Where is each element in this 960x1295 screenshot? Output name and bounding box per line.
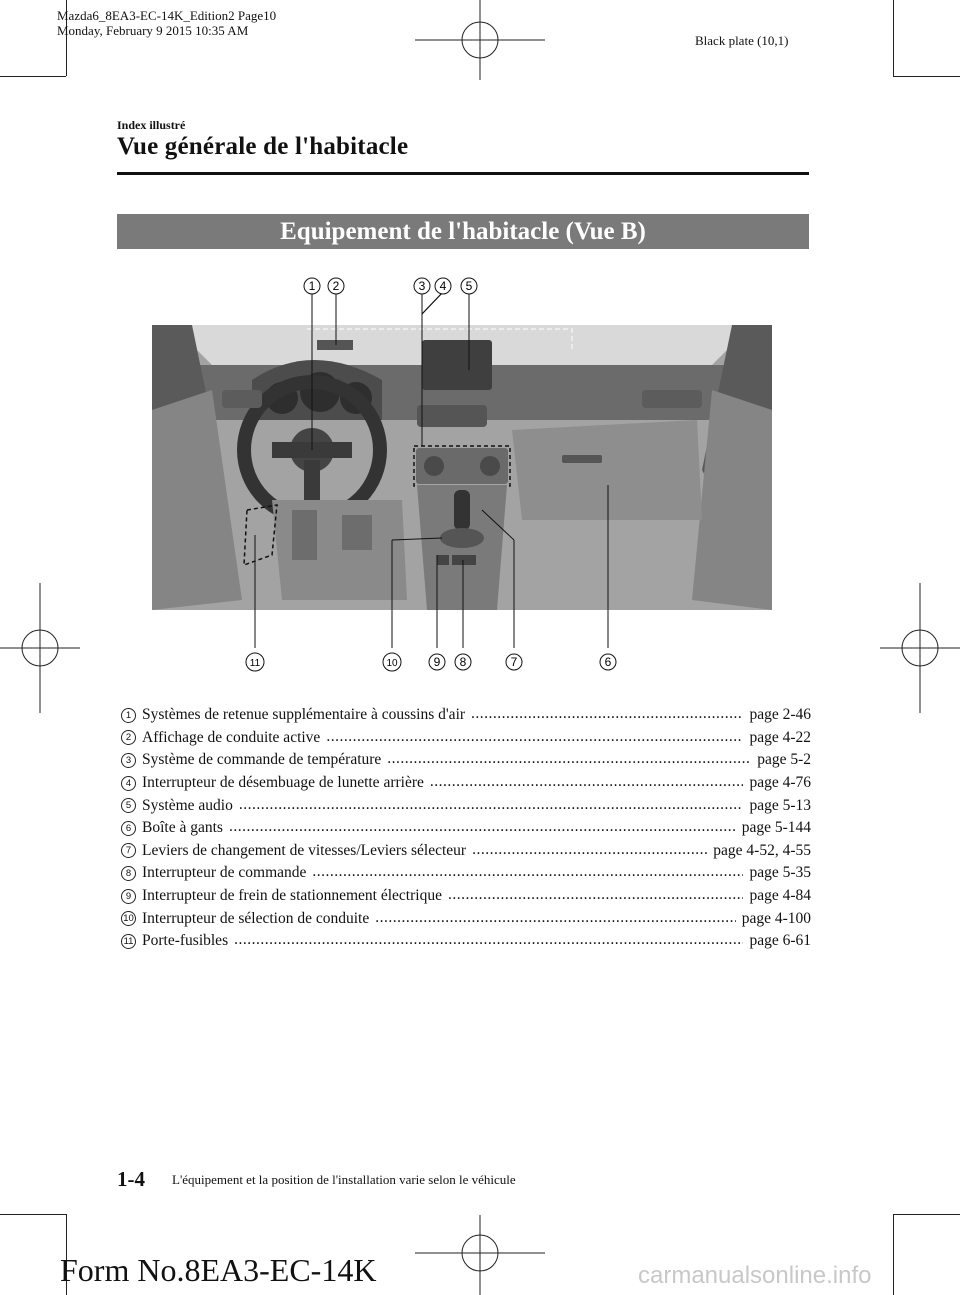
footer-note: L'équipement et la position de l'installation varie selon le véhicule	[172, 1172, 516, 1187]
crop-mark	[893, 76, 960, 77]
registration-mark-left	[0, 583, 80, 713]
svg-text:5: 5	[465, 279, 473, 293]
svg-text:10: 10	[386, 658, 398, 669]
legend-item	[121, 840, 811, 863]
item-label: Système audio	[142, 796, 233, 814]
item-page-ref[interactable]: page 5-35	[749, 864, 811, 882]
legend-item	[121, 704, 811, 727]
item-label: Porte-fusibles	[142, 932, 229, 950]
item-page-ref[interactable]: page 6-61	[749, 932, 811, 950]
svg-text:2: 2	[332, 279, 340, 293]
svg-text:11: 11	[249, 658, 261, 669]
svg-text:8: 8	[459, 655, 467, 669]
item-number: 9	[121, 889, 136, 904]
crop-mark	[893, 0, 894, 76]
callout-9	[429, 654, 445, 670]
crop-mark	[0, 1214, 66, 1215]
form-number: Form No.8EA3-EC-14K	[60, 1252, 377, 1288]
callout-5	[461, 278, 477, 294]
item-label: Interrupteur de désembuage de lunette arrière	[142, 774, 424, 792]
callout-6	[600, 654, 616, 670]
callout-8	[455, 654, 471, 670]
crop-mark	[0, 76, 66, 77]
title-rule	[117, 172, 809, 175]
item-label: Boîte à gants	[142, 819, 223, 837]
section-label: Index illustré	[117, 118, 186, 132]
legend-item	[121, 749, 811, 772]
legend-item	[121, 907, 811, 930]
legend-item	[121, 862, 811, 885]
legend-item	[121, 794, 811, 817]
svg-text:7: 7	[510, 655, 518, 669]
callout-4	[435, 278, 451, 294]
item-label: Interrupteur de frein de stationnement électrique	[142, 887, 442, 905]
registration-mark-bottom	[415, 1215, 545, 1295]
registration-mark-right	[880, 583, 960, 713]
item-label: Systèmes de retenue supplémentaire à coussins d'air	[142, 706, 466, 724]
legend-list	[121, 704, 811, 953]
print-info	[57, 8, 276, 38]
item-label: Système de commande de température	[142, 751, 382, 769]
callout-2	[328, 278, 344, 294]
item-number: 4	[121, 776, 136, 791]
callout-3	[414, 278, 430, 294]
crop-mark	[893, 1214, 894, 1295]
callout-11	[246, 653, 264, 671]
leader-dots	[448, 886, 743, 906]
leader-dots	[312, 863, 743, 883]
svg-text:1: 1	[308, 279, 316, 293]
item-number: 8	[121, 866, 136, 881]
leader-dots	[326, 728, 743, 748]
leader-dots	[234, 931, 743, 951]
page-title: Vue générale de l'habitacle	[117, 133, 409, 160]
item-page-ref[interactable]: page 4-76	[749, 774, 811, 792]
item-page-ref[interactable]: page 4-100	[741, 909, 811, 927]
svg-text:9: 9	[433, 655, 441, 669]
watermark: carmanualsonline.info	[638, 1262, 872, 1289]
item-number: 10	[121, 911, 136, 926]
leader-dots	[387, 750, 751, 770]
item-number: 2	[121, 730, 136, 745]
item-label: Leviers de changement de vitesses/Leviers sélecteur	[142, 841, 467, 859]
leader-dots	[430, 773, 744, 793]
legend-item	[121, 885, 811, 908]
leader-dots	[471, 705, 743, 725]
item-label: Affichage de conduite active	[142, 728, 321, 746]
crop-mark	[893, 1214, 960, 1215]
callout-7	[506, 654, 522, 670]
item-page-ref[interactable]: page 5-144	[741, 819, 811, 837]
section-banner: Equipement de l'habitacle (Vue B)	[117, 214, 809, 249]
item-number: 6	[121, 821, 136, 836]
item-label: Interrupteur de sélection de conduite	[142, 909, 370, 927]
legend-item	[121, 930, 811, 953]
callout-10	[383, 653, 401, 671]
svg-text:3: 3	[418, 279, 426, 293]
leader-dots	[229, 818, 736, 838]
item-number: 11	[121, 934, 136, 949]
item-label: Interrupteur de commande	[142, 864, 307, 882]
item-page-ref[interactable]: page 4-84	[749, 887, 811, 905]
legend-item	[121, 772, 811, 795]
cabin-illustration	[152, 270, 772, 700]
item-number: 1	[121, 708, 136, 723]
item-page-ref[interactable]: page 5-13	[749, 796, 811, 814]
legend-item	[121, 727, 811, 750]
plate-label: Black plate (10,1)	[695, 33, 789, 48]
item-page-ref[interactable]: page 4-52, 4-55	[713, 841, 811, 859]
item-page-ref[interactable]: page 2-46	[749, 706, 811, 724]
item-page-ref[interactable]: page 4-22	[749, 728, 811, 746]
callout-1	[304, 278, 320, 294]
leader-dots	[472, 841, 707, 861]
item-number: 7	[121, 843, 136, 858]
page-number: 1-4	[117, 1167, 145, 1191]
item-number: 5	[121, 798, 136, 813]
item-number: 3	[121, 753, 136, 768]
print-info-line2: Monday, February 9 2015 10:35 AM	[57, 23, 249, 38]
leader-dots	[239, 796, 744, 816]
item-page-ref[interactable]: page 5-2	[757, 751, 811, 769]
registration-mark-top	[415, 0, 545, 80]
svg-text:4: 4	[439, 279, 447, 293]
leader-dots	[375, 909, 735, 929]
svg-text:6: 6	[604, 655, 612, 669]
print-info-line1: Mazda6_8EA3-EC-14K_Edition2 Page10	[57, 8, 277, 23]
legend-item	[121, 817, 811, 840]
